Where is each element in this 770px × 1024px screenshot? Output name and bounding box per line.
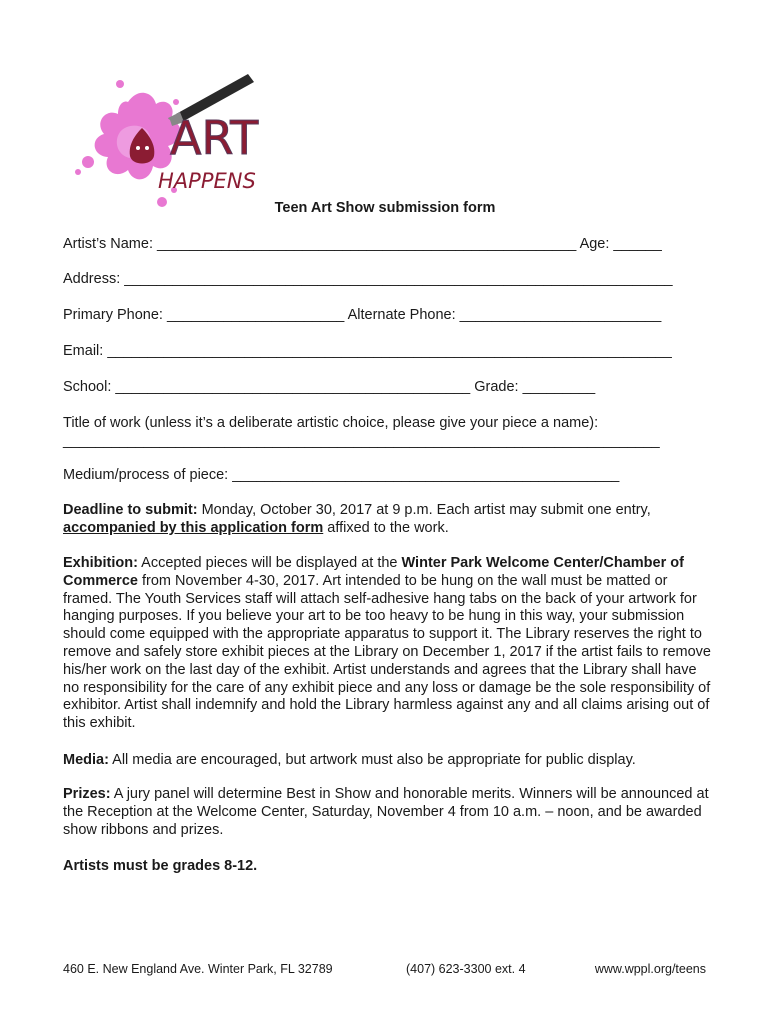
exhibition-paragraph: [63, 555, 713, 733]
logo-word-art: ART: [170, 111, 259, 165]
deadline-text2: affixed to the work.: [323, 519, 449, 536]
title-of-work-label: Title of work (unless it’s a deliberate artistic choice, please give your piece a name):: [63, 415, 599, 431]
title-of-work-field[interactable]: __________________________________________________________________________: [63, 433, 660, 449]
exhibition-label: Exhibition:: [63, 555, 138, 571]
grades-requirement: Artists must be grades 8-12.: [63, 858, 258, 874]
media-text: All media are encouraged, but artwork must also be appropriate for public display.: [108, 752, 636, 768]
exhibition-text2: from November 4-30, 2017. Art intended to be hung on the wall must be matted or framed. The Youth Services staff will attach self-adhesive hang tabs on the back of your artwork for hanging purposes. If you believe your art to be too heavy to be hung in this way, your submission should come equipped with the appropriate apparatus to support it. The Library reserves the right to remove and safely store exhibit pieces at the Library on December 1, 2017 if the artist fails to remove his/her work on the last day of the exhibit. Artist understands and agrees that the Library shall have no responsibility for the care of any exhibit piece and any loss or damage be the sole responsibility of exhibitor. Artist shall indemnify and hold the Library harmless against any and all claims arising out of this exhibit.: [63, 572, 711, 732]
footer-phone: (407) 623-3300 ext. 4: [406, 962, 526, 976]
footer-address: 460 E. New England Ave. Winter Park, FL 32789: [63, 962, 333, 976]
exhibition-venue: Winter Park Welcome Center/Chamber of Commerce: [63, 555, 684, 589]
deadline-paragraph: [63, 502, 713, 538]
exhibition-text1: Accepted pieces will be displayed at the: [137, 555, 402, 571]
deadline-underlined: accompanied by this application form: [63, 519, 324, 536]
prizes-text: A jury panel will determine Best in Show and honorable merits. Winners will be announced at the Reception at the Welcome Center, Saturday, November 4 from 10 a.m. – noon, and be awarded show ribbons and prizes.: [63, 786, 709, 838]
phone-fields[interactable]: Primary Phone: ______________________ Alternate Phone: _________________________: [63, 307, 662, 323]
media-label: Media:: [63, 752, 109, 768]
prizes-label: Prizes:: [63, 786, 111, 802]
artist-name-field[interactable]: Artist’s Name: ____________________________________________________ Age: ______: [63, 236, 662, 252]
footer-website[interactable]: www.wppl.org/teens: [594, 962, 706, 976]
medium-field[interactable]: Medium/process of piece: ________________________________________________: [63, 467, 620, 483]
address-field[interactable]: Address: ____________________________________________________________________: [63, 271, 673, 287]
media-paragraph: [63, 752, 713, 770]
deadline-label: Deadline to submit:: [63, 502, 198, 518]
email-field[interactable]: Email: ______________________________________________________________________: [63, 343, 672, 359]
deadline-text: Monday, October 30, 2017 at 9 p.m. Each artist may submit one entry,: [197, 502, 651, 518]
art-happens-logo: [58, 62, 278, 222]
form-title: Teen Art Show submission form: [274, 200, 496, 216]
prizes-paragraph: [63, 786, 713, 839]
school-grade-field[interactable]: School: ____________________________________________ Grade: _________: [63, 379, 596, 395]
logo-word-happens: HAPPENS: [158, 169, 256, 193]
